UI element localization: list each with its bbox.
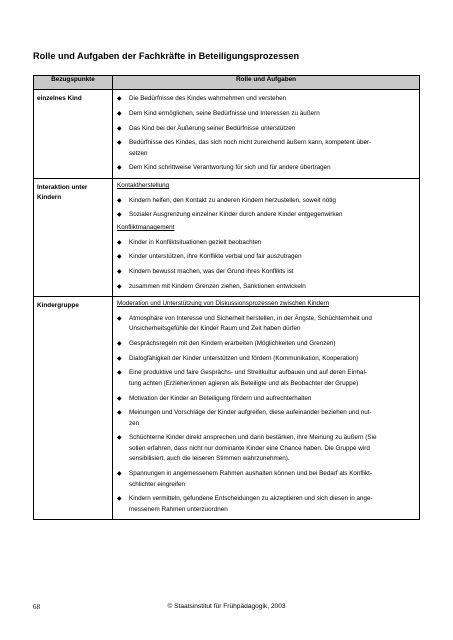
diamond-bullet-icon: ◆ xyxy=(117,125,122,132)
row-label: Kindergruppe xyxy=(34,297,113,520)
diamond-bullet-icon: ◆ xyxy=(117,340,122,347)
diamond-bullet-icon: ◆ xyxy=(117,96,122,103)
diamond-bullet-icon: ◆ xyxy=(117,435,122,442)
header-bezugspunkte: Bezugspunkte xyxy=(34,76,113,90)
diamond-bullet-icon: ◆ xyxy=(117,315,122,322)
diamond-bullet-icon: ◆ xyxy=(117,212,122,219)
list-item-text: Dialogfähigkeit der Kinder unterstützen und fördern (Kommunikation, Kooperation) xyxy=(129,354,359,362)
list-item xyxy=(117,469,415,490)
row-label: Interaktion unter Kindern xyxy=(34,178,113,296)
diamond-bullet-icon: ◆ xyxy=(117,496,122,503)
group-heading: Moderation und Unterstützung von Diskussionsprozessen zwischen Kindern xyxy=(117,300,330,308)
list-item xyxy=(117,282,415,293)
diamond-bullet-icon: ◆ xyxy=(117,370,122,377)
page-title: Rolle und Aufgaben der Fachkräfte in Beteiligungsprozessen xyxy=(33,51,300,61)
list-item-text: Spannungen in angemessenem Rahmen aushalten können und bei Bedarf als Konflikt- schlichter eingreifen xyxy=(129,470,372,488)
list-item-text: Kindern helfen, den Kontakt zu anderen Kindern herzustellen, soweit nötig xyxy=(129,196,336,204)
list-item-text: Kinder unterstützen, ihre Konflikte verbal und fair auszutragen xyxy=(129,253,302,261)
list-item xyxy=(117,109,415,120)
row-content xyxy=(113,178,420,296)
list-item-text: Kindern bewusst machen, was der Grund ihres Konflikts ist xyxy=(129,267,294,275)
list-item xyxy=(117,339,415,350)
roles-table xyxy=(33,75,420,520)
header-rolle-und-aufgaben: Rolle und Aufgaben xyxy=(113,76,420,90)
group-heading: Kontaktherstellung xyxy=(117,181,170,189)
list-item-text: Dem Kind schrittweise Verantwortung für sich und für andere übertragen xyxy=(129,164,331,172)
group-heading: Konfliktmanagement xyxy=(117,223,175,231)
row-label: einzelnes Kind xyxy=(34,90,113,179)
list-item-text: Atmosphäre von Interesse und Sicherheit herstellen, in der Ängste, Schüchternheit und Unsicherheitsgefühle der Kinder Raum und Zeit haben dürfen xyxy=(129,314,372,333)
table-row xyxy=(34,178,420,296)
diamond-bullet-icon: ◆ xyxy=(117,410,122,417)
list-item xyxy=(117,368,415,389)
page-number: 68 xyxy=(33,603,40,611)
list-item-text: Gesprächsregeln mit den Kindern erarbeiten (Möglichkeiten und Grenzen) xyxy=(129,339,336,347)
row-content xyxy=(113,90,420,179)
list-item-text: Meinungen und Vorschläge der Kinder aufgreifen, diese aufeinander beziehen und nut- zen xyxy=(129,409,372,427)
list-item-text: Die Bedürfnisse des Kindes wahrnehmen und verstehen xyxy=(129,95,287,103)
list-item xyxy=(117,238,415,249)
diamond-bullet-icon: ◆ xyxy=(117,110,122,117)
diamond-bullet-icon: ◆ xyxy=(117,239,122,246)
list-item xyxy=(117,394,415,405)
list-item-text: Motivation der Kinder an Beteiligung fördern und aufrechterhalten xyxy=(129,394,312,402)
list-item-text: Kindern vermitteln, gefundene Entscheidungen zu akzeptieren und sich diesen in ange- messenem Rahmen unterzuordnen xyxy=(129,495,373,513)
list-item-text: Eine produktive und faire Gesprächs- und Streitkultur aufbauen und auf deren Einhal- tung achten (Erzieher/innen agieren als Beteiligte und als Beobachter der Gruppe) xyxy=(129,369,368,387)
list-item xyxy=(117,163,415,174)
diamond-bullet-icon: ◆ xyxy=(117,283,122,290)
list-item xyxy=(117,494,415,515)
list-item xyxy=(117,408,415,429)
diamond-bullet-icon: ◆ xyxy=(117,395,122,402)
list-item-text: Sozialer Ausgrenzung einzelner Kinder durch andere Kinder entgegenwirken xyxy=(129,211,343,219)
list-item-text: Das Kind bei der Äußerung seiner Bedürfnisse unterstützen xyxy=(129,124,296,132)
list-item-text: Dem Kind ermöglichen, seine Bedürfnisse und Interessen zu äußern xyxy=(129,109,320,117)
list-item-text: Bedürfnisse des Kindes, das sich noch nicht zureichend äußern kann, kompetent über- setzen xyxy=(129,139,372,157)
list-item xyxy=(117,138,415,159)
list-item xyxy=(117,314,415,335)
diamond-bullet-icon: ◆ xyxy=(117,140,122,147)
list-item xyxy=(117,196,415,207)
diamond-bullet-icon: ◆ xyxy=(117,471,122,478)
list-item xyxy=(117,124,415,135)
list-item xyxy=(117,252,415,263)
diamond-bullet-icon: ◆ xyxy=(117,165,122,172)
table-header-row xyxy=(34,76,420,90)
diamond-bullet-icon: ◆ xyxy=(117,197,122,204)
table-body xyxy=(34,90,420,520)
table-row xyxy=(34,297,420,520)
footer-copyright: © Staatsinstitut für Frühpädagogik, 2003 xyxy=(167,603,286,610)
diamond-bullet-icon: ◆ xyxy=(117,254,122,261)
list-item xyxy=(117,433,415,465)
diamond-bullet-icon: ◆ xyxy=(117,268,122,275)
list-item-text: Schüchterne Kinder direkt ansprechen und darin bestärken, ihre Meinung zu äußern (Sie sollen erfahren, dass nicht nur dominante Kinder eine Chance haben. Die Gruppe wird sensibilisiert, auch die leiseren Stimmen wahrzunehmen). xyxy=(129,434,377,463)
list-item-text: zusammen mit Kindern Grenzen ziehen, Sanktionen entwickeln xyxy=(129,282,306,290)
list-item xyxy=(117,267,415,278)
list-item xyxy=(117,354,415,365)
list-item xyxy=(117,94,415,105)
row-content xyxy=(113,297,420,520)
list-item xyxy=(117,210,415,221)
diamond-bullet-icon: ◆ xyxy=(117,355,122,362)
table-row xyxy=(34,90,420,179)
list-item-text: Kinder in Konfliktsituationen gezielt beobachten xyxy=(129,238,262,246)
